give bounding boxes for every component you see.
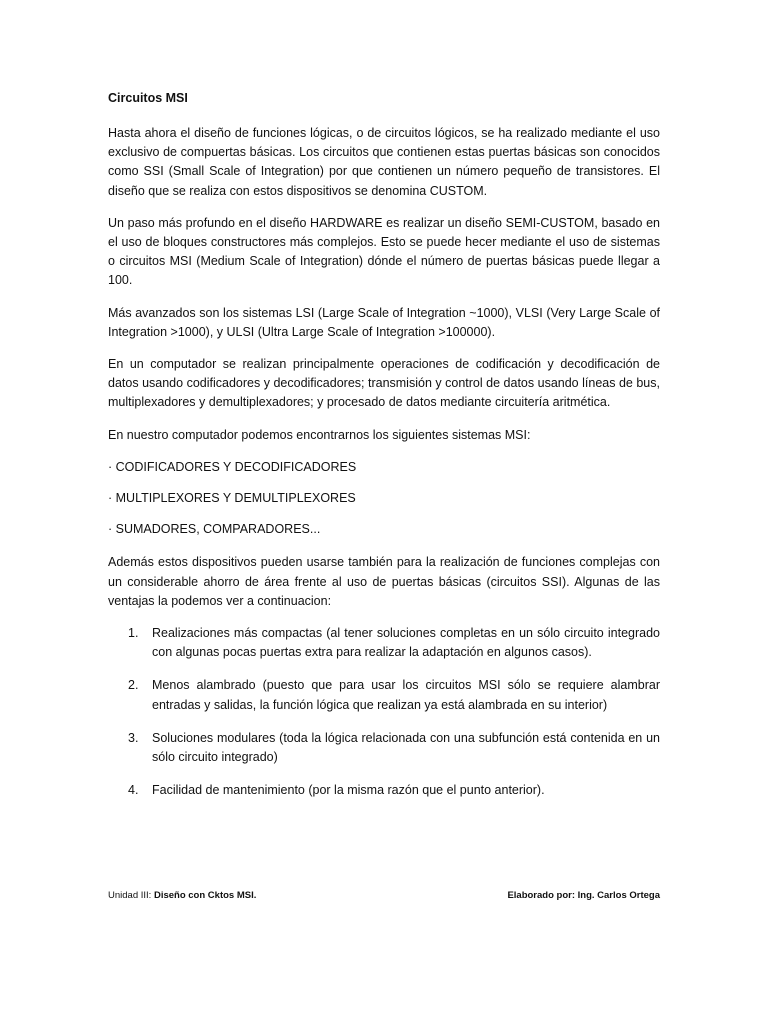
list-number: 1. (128, 626, 139, 641)
list-number: 2. (128, 678, 139, 693)
list-text: Menos alambrado (puesto que para usar los circuitos MSI sólo se requiere alambrar entradas y salidas, la función lógica que realizan ya está alambrada en su interior) (152, 678, 660, 712)
document-title: Circuitos MSI (108, 91, 188, 105)
list-text: Facilidad de mantenimiento (por la misma razón que el punto anterior). (152, 783, 545, 798)
list-text: Soluciones modulares (toda la lógica relacionada con una subfunción está contenida en un sólo circuito integrado) (152, 730, 660, 765)
bullet-item: · MULTIPLEXORES Y DEMULTIPLEXORES (108, 491, 356, 506)
paragraph-msi-systems: En nuestro computador podemos encontrarnos los siguientes sistemas MSI: (108, 427, 531, 442)
page-footer (108, 890, 660, 901)
paragraph-integration-levels: Más avanzados son los sistemas LSI (Large Scale of Integration ~1000), VLSI (Very Large Scale of Integration >1000), y ULSI (Ultra Large Scale of Integration >100000). (108, 305, 660, 339)
bullet-item: · CODIFICADORES Y DECODIFICADORES (108, 459, 357, 474)
footer-unit-title: Diseño con Cktos MSI. (153, 890, 257, 901)
footer-unit-label: Unidad III: (108, 890, 154, 901)
paragraph-advantages-intro: Además estos dispositivos pueden usarse también para la realización de funciones complejas con un considerable ahorro de área frente al uso de puertas básicas (circuitos SSI). Algunas de las ventajas la podemos ver a continuacion: (108, 555, 660, 608)
bullet-item: · SUMADORES, COMPARADORES... (108, 522, 321, 537)
list-item (108, 729, 660, 767)
paragraph-computer-operations: En un computador se realizan principalmente operaciones de codificación y decodificación de datos usando codificadores y decodificadores; transmisión y control de datos usando líneas de bus, multiplexadores y demultiplexadores; y procesado de datos mediante circuitería aritmética. (108, 357, 660, 410)
list-item (108, 781, 660, 800)
list-text: Realizaciones más compactas (al tener soluciones completas en un sólo circuito integrado con algunas pocas puertas extra para realizar la adaptación en algunos casos). (152, 626, 660, 660)
advantages-list (108, 624, 660, 800)
paragraph-intro: Hasta ahora el diseño de funciones lógicas, o de circuitos lógicos, se ha realizado mediante el uso exclusivo de compuertas básicas. Los circuitos que contienen estas puertas básicas son conocidos como SSI (Small Scale of Integration) por que contienen un número pequeño de transistores. El diseño que se realiza con estos dispositivos se denomina CUSTOM. (108, 126, 660, 198)
document-page (108, 88, 660, 814)
footer-left (108, 890, 256, 901)
list-item (108, 624, 660, 662)
list-number: 3. (128, 730, 139, 745)
list-number: 4. (128, 783, 139, 798)
footer-author: Elaborado por: Ing. Carlos Ortega (507, 890, 660, 901)
list-item (108, 676, 660, 714)
paragraph-semi-custom: Un paso más profundo en el diseño HARDWARE es realizar un diseño SEMI-CUSTOM, basado en el uso de bloques constructores más complejos. Esto se puede hecer mediante el uso de sistemas o circuitos MSI (Medium Scale of Integration) dónde el número de puertas básicas puede llegar a 100. (108, 215, 660, 288)
